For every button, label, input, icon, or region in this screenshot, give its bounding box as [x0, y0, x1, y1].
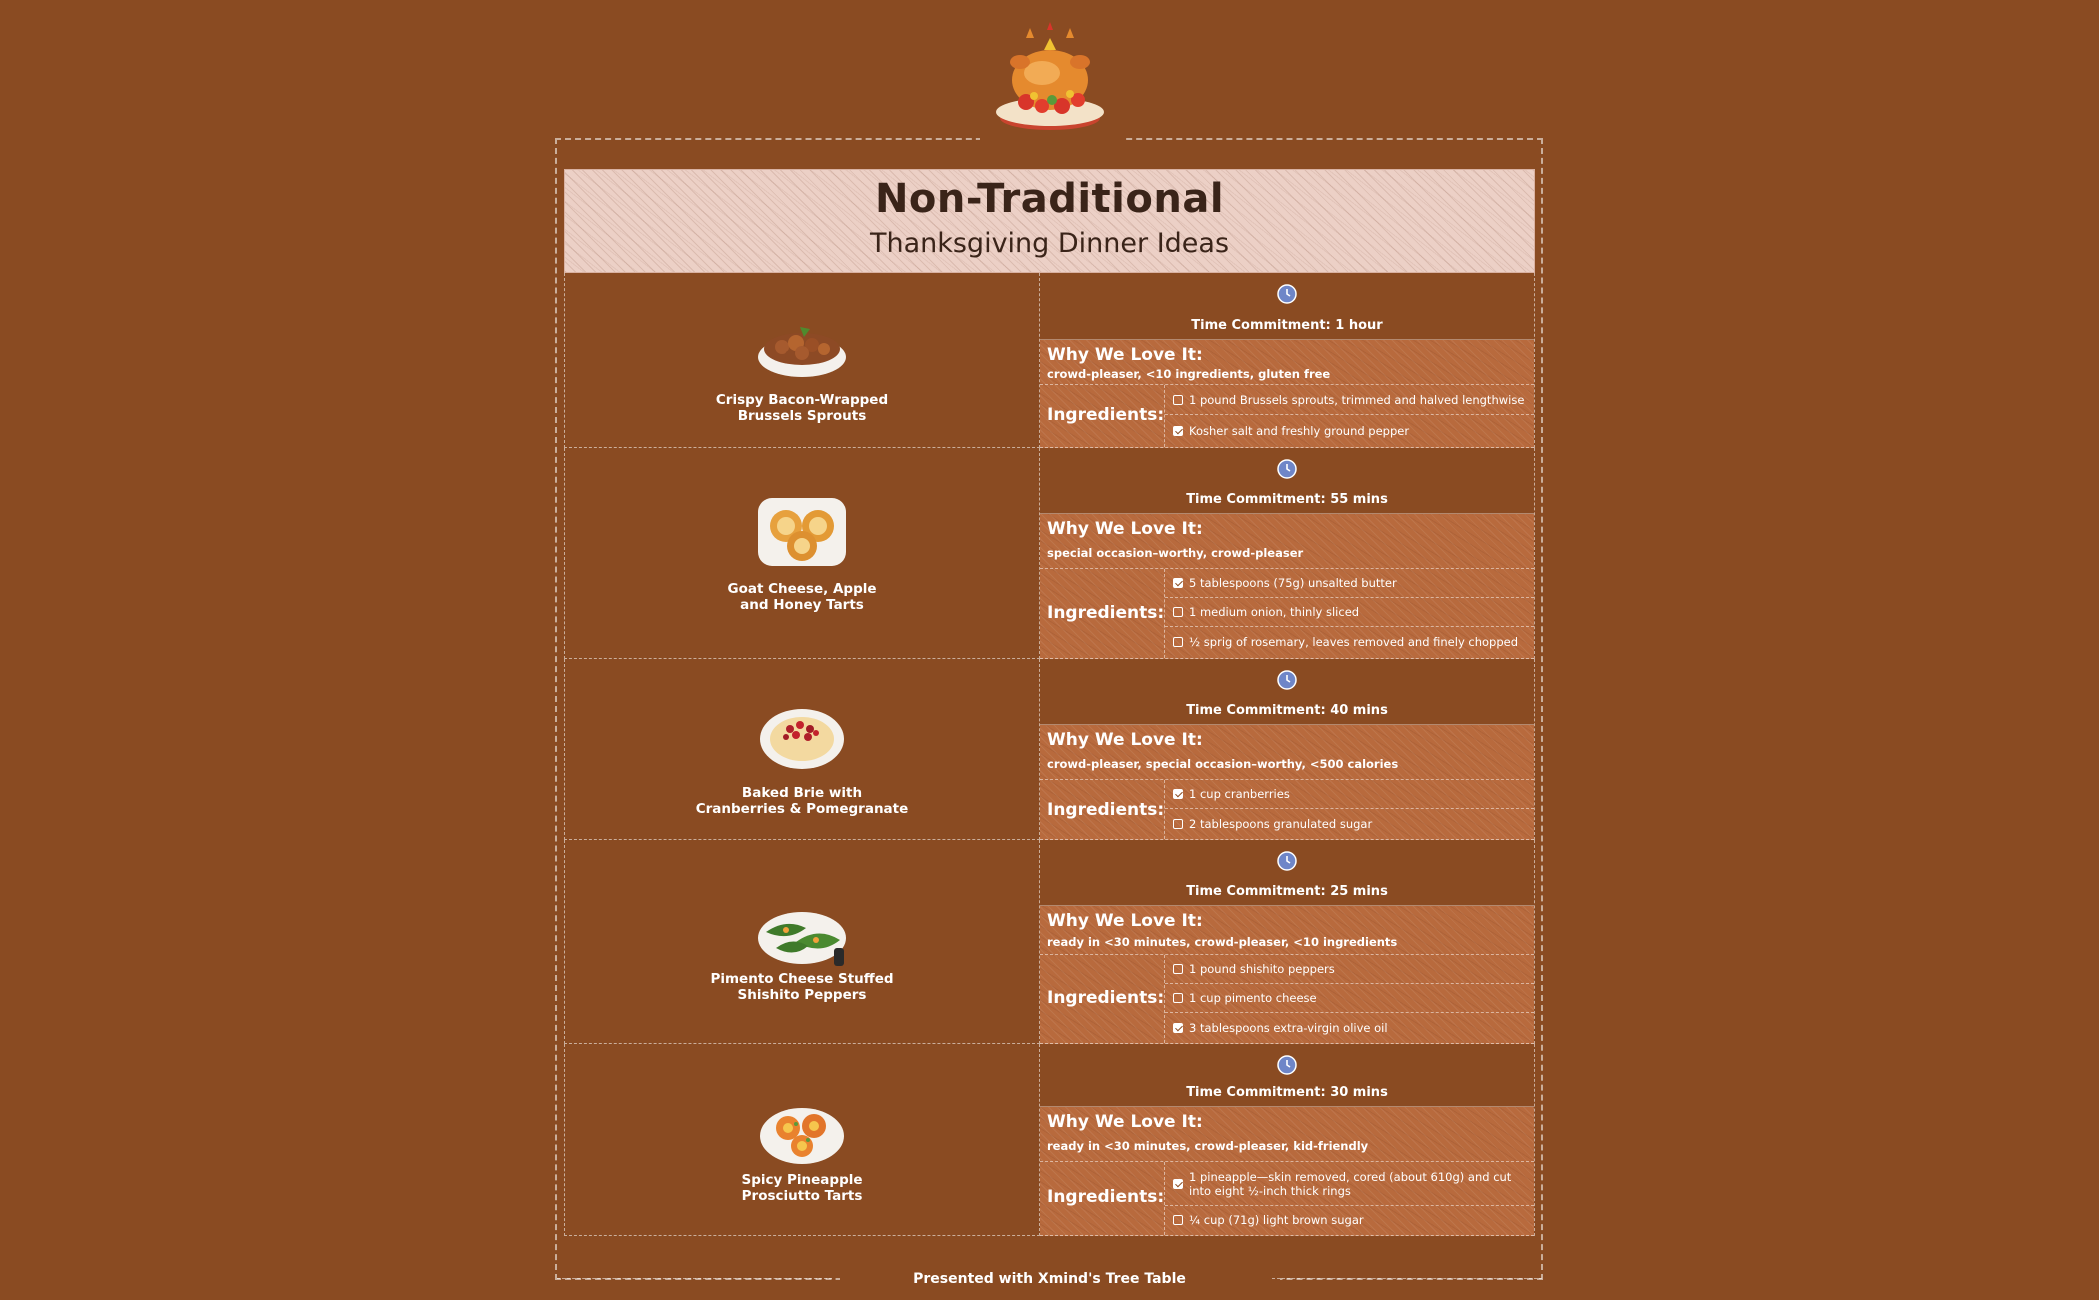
checkbox-icon[interactable]	[1173, 637, 1183, 647]
dish-image	[756, 496, 848, 568]
recipe-row	[564, 840, 1535, 1044]
why-text: crowd-pleaser, special occasion–worthy, <500 calories	[1047, 757, 1399, 771]
title-banner	[564, 169, 1535, 273]
clock-icon	[1277, 284, 1297, 304]
ingredient-text: ¼ cup (71g) light brown sugar	[1189, 1213, 1364, 1227]
recipe-row	[564, 448, 1535, 659]
time-commitment: Time Commitment: 30 mins	[1186, 1085, 1388, 1100]
recipe-row	[564, 273, 1535, 448]
ingredients-list	[1164, 955, 1534, 1043]
ingredients-label: Ingredients:	[1047, 800, 1165, 820]
checkbox-icon[interactable]	[1173, 426, 1183, 436]
checkbox-icon[interactable]	[1173, 1023, 1183, 1033]
checkbox-icon[interactable]	[1173, 607, 1183, 617]
ingredient-item[interactable]	[1165, 780, 1534, 809]
recipe-dish-cell	[564, 840, 1040, 1044]
time-commitment: Time Commitment: 1 hour	[1191, 318, 1383, 333]
dish-name: Baked Brie with Cranberries & Pomegranate	[695, 785, 909, 817]
ingredients-block	[1040, 1162, 1534, 1235]
clock-icon	[1277, 670, 1297, 690]
why-block	[1040, 514, 1534, 569]
checkbox-icon[interactable]	[1173, 578, 1183, 588]
why-block	[1040, 906, 1534, 955]
recipe-details-cell	[1040, 1044, 1535, 1236]
checkbox-icon[interactable]	[1173, 1215, 1183, 1225]
why-label: Why We Love It:	[1047, 730, 1203, 750]
clock-icon	[1277, 851, 1297, 871]
ingredients-label: Ingredients:	[1047, 405, 1165, 425]
page-title: Non-Traditional	[874, 176, 1225, 222]
time-commitment-block	[1040, 273, 1534, 340]
ingredient-item[interactable]	[1165, 809, 1534, 839]
recipe-info	[1040, 340, 1534, 448]
ingredients-block	[1040, 780, 1534, 839]
ingredients-label: Ingredients:	[1047, 988, 1165, 1008]
ingredient-text: Kosher salt and freshly ground pepper	[1189, 423, 1410, 438]
ingredient-text: 1 medium onion, thinly sliced	[1189, 605, 1360, 619]
checkbox-icon[interactable]	[1173, 819, 1183, 829]
ingredient-text: 5 tablespoons (75g) unsalted butter	[1189, 576, 1397, 590]
checkbox-icon[interactable]	[1173, 789, 1183, 799]
ingredient-text: 3 tablespoons extra-virgin olive oil	[1189, 1021, 1388, 1035]
recipe-details-cell	[1040, 659, 1535, 840]
recipe-dish-cell	[564, 448, 1040, 659]
ingredients-block	[1040, 955, 1534, 1043]
recipe-details-cell	[1040, 840, 1535, 1044]
dish-name: Pimento Cheese Stuffed Shishito Peppers	[710, 971, 894, 1003]
recipe-row	[564, 659, 1535, 840]
page-subtitle: Thanksgiving Dinner Ideas	[869, 228, 1230, 259]
ingredient-item[interactable]	[1165, 415, 1534, 446]
recipe-dish-cell	[564, 659, 1040, 840]
ingredients-block	[1040, 385, 1534, 447]
ingredient-text: ½ sprig of rosemary, leaves removed and finely chopped	[1189, 635, 1519, 649]
time-commitment: Time Commitment: 55 mins	[1186, 492, 1388, 507]
checkbox-icon[interactable]	[1173, 964, 1183, 974]
recipe-info	[1040, 906, 1534, 1044]
ingredient-text: 1 pound shishito peppers	[1189, 962, 1335, 976]
ingredients-label: Ingredients:	[1047, 603, 1165, 623]
dish-image	[756, 309, 848, 381]
recipe-table	[564, 273, 1535, 1236]
recipe-dish-cell	[564, 273, 1040, 448]
ingredient-item[interactable]	[1165, 627, 1534, 657]
recipe-details-cell	[1040, 448, 1535, 659]
dish-image	[756, 898, 848, 970]
checkbox-icon[interactable]	[1173, 395, 1183, 405]
why-text: special occasion–worthy, crowd-pleaser	[1047, 546, 1304, 560]
why-label: Why We Love It:	[1047, 345, 1203, 365]
ingredient-item[interactable]	[1165, 984, 1534, 1013]
why-text: crowd-pleaser, <10 ingredients, gluten free	[1047, 367, 1331, 381]
ingredients-list	[1164, 780, 1534, 839]
dish-name: Goat Cheese, Apple and Honey Tarts	[727, 581, 877, 613]
ingredient-item[interactable]	[1165, 1013, 1534, 1043]
ingredient-item[interactable]	[1165, 1162, 1534, 1206]
dish-image	[756, 1096, 848, 1168]
ingredient-item[interactable]	[1165, 569, 1534, 598]
why-label: Why We Love It:	[1047, 1112, 1203, 1132]
recipe-row	[564, 1044, 1535, 1236]
ingredient-text: 2 tablespoons granulated sugar	[1189, 817, 1373, 831]
ingredients-list	[1164, 1162, 1534, 1235]
why-label: Why We Love It:	[1047, 519, 1203, 539]
ingredients-list	[1164, 569, 1534, 658]
time-commitment-block	[1040, 448, 1534, 514]
footer-text: Presented with Xmind's Tree Table	[913, 1271, 1186, 1287]
recipe-info	[1040, 725, 1534, 840]
why-text: ready in <30 minutes, crowd-pleaser, kid-friendly	[1047, 1139, 1369, 1153]
ingredient-text: 1 pound Brussels sprouts, trimmed and halved lengthwise	[1189, 392, 1525, 407]
ingredient-text: 1 cup pimento cheese	[1189, 991, 1317, 1005]
why-text: ready in <30 minutes, crowd-pleaser, <10 ingredients	[1047, 935, 1398, 949]
dish-name: Crispy Bacon-Wrapped Brussels Sprouts	[715, 392, 889, 424]
checkbox-icon[interactable]	[1173, 993, 1183, 1003]
time-commitment: Time Commitment: 25 mins	[1186, 884, 1388, 899]
dish-image	[756, 699, 848, 771]
why-block	[1040, 340, 1534, 385]
why-block	[1040, 725, 1534, 780]
ingredient-item[interactable]	[1165, 1206, 1534, 1234]
ingredient-item[interactable]	[1165, 598, 1534, 627]
ingredient-text: 1 cup cranberries	[1189, 787, 1290, 801]
why-block	[1040, 1107, 1534, 1162]
recipe-info	[1040, 1107, 1534, 1236]
recipe-dish-cell	[564, 1044, 1040, 1236]
ingredients-list	[1164, 385, 1534, 447]
time-commitment: Time Commitment: 40 mins	[1186, 703, 1388, 718]
ingredients-label: Ingredients:	[1047, 1187, 1165, 1207]
turkey-icon	[990, 18, 1110, 136]
ingredient-text: 1 pineapple—skin removed, cored (about 610g) and cut into eight ½-inch thick rings	[1189, 1169, 1512, 1198]
recipe-details-cell	[1040, 273, 1535, 448]
ingredient-item[interactable]	[1165, 385, 1534, 415]
ingredient-item[interactable]	[1165, 955, 1534, 984]
time-commitment-block	[1040, 1044, 1534, 1107]
clock-icon	[1277, 459, 1297, 479]
recipe-info	[1040, 514, 1534, 659]
ingredients-block	[1040, 569, 1534, 658]
time-commitment-block	[1040, 840, 1534, 906]
time-commitment-block	[1040, 659, 1534, 725]
checkbox-icon[interactable]	[1173, 1179, 1183, 1189]
why-label: Why We Love It:	[1047, 911, 1203, 931]
dish-name: Spicy Pineapple Prosciutto Tarts	[741, 1172, 863, 1204]
clock-icon	[1277, 1055, 1297, 1075]
